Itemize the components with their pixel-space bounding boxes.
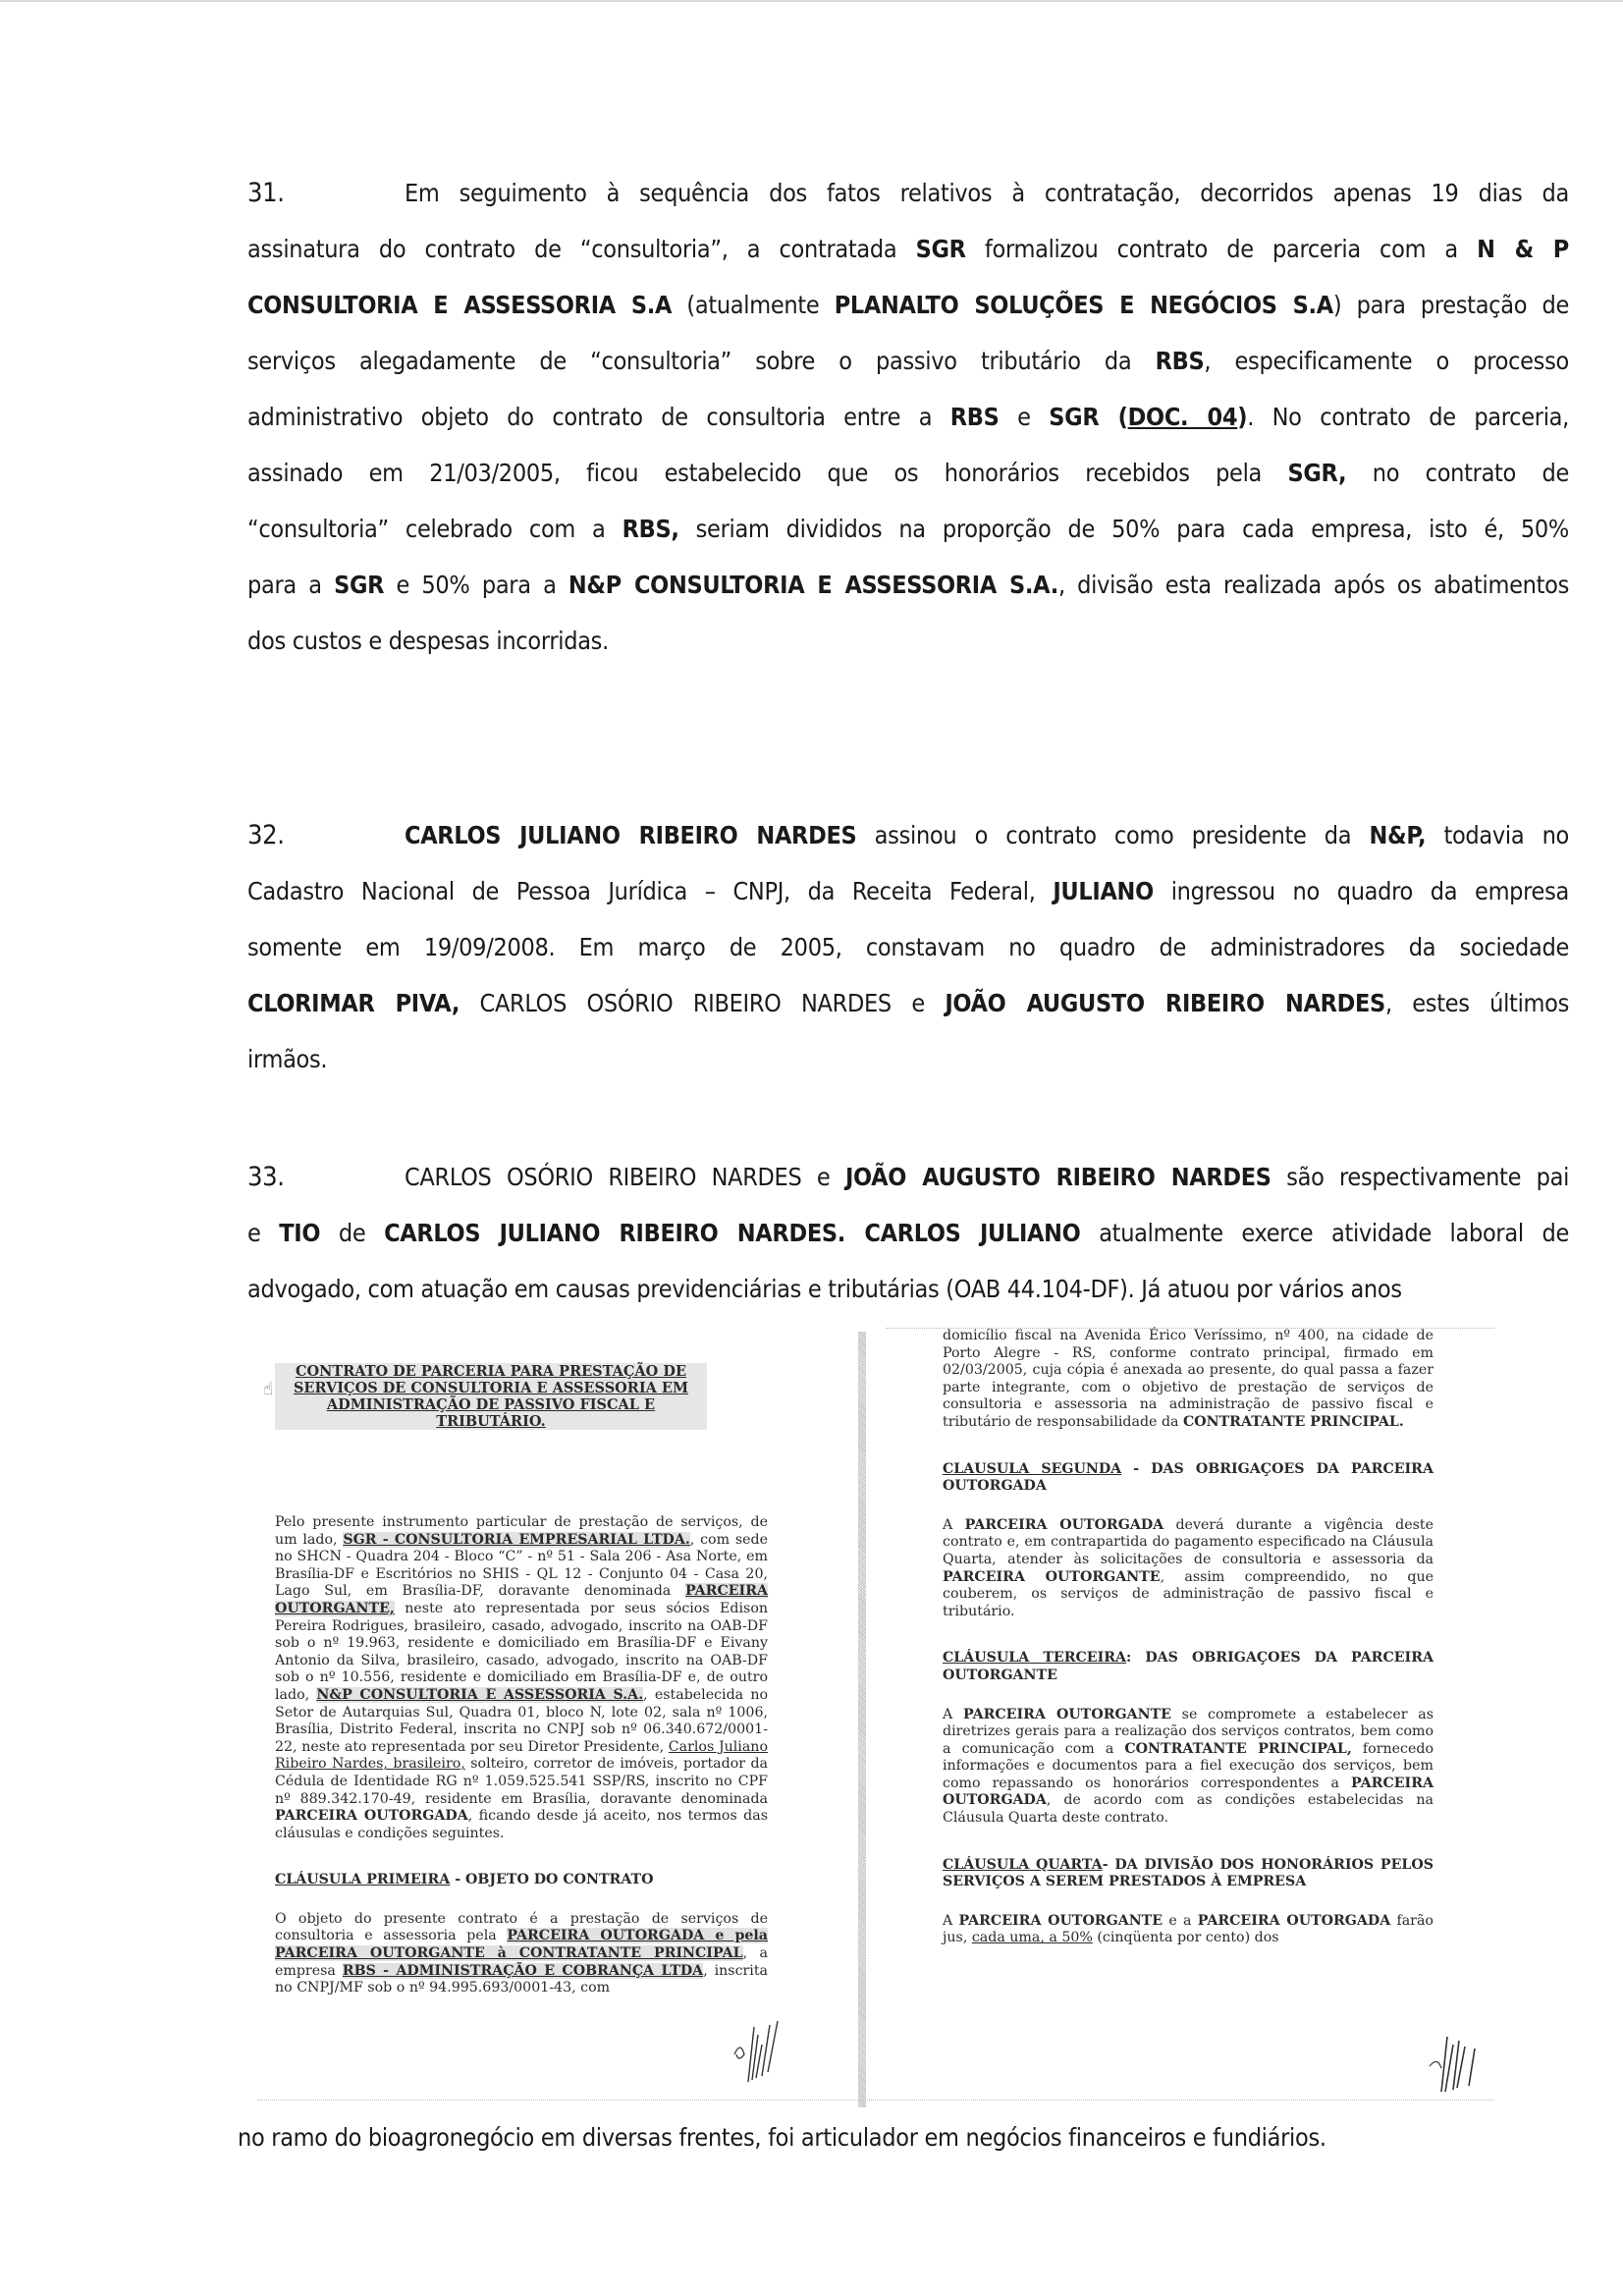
bold-run: TIO	[279, 1219, 321, 1247]
text-run: administrativo objeto do contrato de consultoria entre a	[247, 403, 950, 431]
contract-intro	[275, 1514, 768, 1842]
text-line	[247, 389, 1569, 445]
bold-run: JOÃO AUGUSTO RIBEIRO NARDES	[945, 989, 1385, 1017]
underline-run: Carlos Juliano Ribeiro Nardes, brasileiro,	[275, 1738, 768, 1773]
text-run: , ficando desde já aceito, nos termos das cláusulas e condições seguintes.	[275, 1808, 768, 1841]
text-line	[247, 1031, 1569, 1087]
bold-underline-run: N&P CONSULTORIA E ASSESSORIA S.A.	[316, 1686, 644, 1703]
paragraph-number: 32.	[247, 820, 285, 850]
text-run: , inscrita no CNPJ/MF sob o nº 94.995.693/0001-43, com	[275, 1962, 769, 1996]
text-run: e	[999, 403, 1050, 431]
bold-run: PARCEIRA OUTORGADA	[943, 1775, 1434, 1809]
bold-run: PARCEIRA OUTORGANTE	[962, 1706, 1171, 1722]
bold-run: SGR (	[1049, 403, 1128, 431]
text-run: assinatura do contrato de “consultoria”, a contratada	[247, 235, 916, 263]
paragraph-33-continuation	[238, 2109, 1514, 2165]
scan-border-bottom	[257, 2100, 1494, 2102]
text-run: assinado em 21/03/2005, ficou estabelecido que os honorários recebidos pela	[247, 459, 1288, 487]
bold-run: PARCEIRA OUTORGANTE	[958, 1912, 1163, 1929]
text-run: ) para prestação de	[1332, 291, 1569, 319]
text-run: somente em 19/09/2008. Em março de 2005, constavam no quadro de administradores da sociedade	[247, 933, 1569, 961]
bold-run: PARCEIRA OUTORGANTE	[943, 1568, 1161, 1585]
bold-run: RBS	[1155, 347, 1205, 375]
text-line	[247, 1205, 1569, 1261]
text-run: O objeto do presente contrato é a prestação de serviços de consultoria e assessoria pela	[275, 1910, 768, 1944]
bold-run: N & P	[1477, 235, 1569, 263]
bold-underline-run: PARCEIRA OUTORGADA e pela PARCEIRA OUTORGANTE à CONTRATANTE PRINCIPAL	[275, 1928, 768, 1962]
text-run: solteiro, corretor de imóveis, portador da Cédula de Identidade RG nº 1.059.525.541 SSP/RS, inscrito no CPF nº 889.342.170-49, residente em Brasília, doravante denominada	[275, 1756, 768, 1807]
text-run: assinou o contrato como presidente da	[856, 821, 1370, 849]
underline-run: cada uma, a 50%	[971, 1930, 1093, 1946]
text-line	[247, 1261, 1569, 1317]
text-run: ingressou no quadro da empresa	[1153, 877, 1569, 905]
text-run: Cadastro Nacional de Pessoa Jurídica – CNPJ, da Receita Federal,	[247, 877, 1054, 905]
text-line	[247, 221, 1569, 277]
clause-3-text	[943, 1707, 1434, 1828]
text-run: , assim compreendido, no que couberem, os serviços de administração de passivo fiscal e tributário.	[943, 1568, 1434, 1619]
text-line	[247, 501, 1569, 557]
clause-4-text	[943, 1913, 1434, 1947]
text-line	[247, 333, 1569, 389]
paragraph-number: 31.	[247, 178, 285, 208]
text-run: A	[943, 1516, 965, 1533]
text-run: serviços alegadamente de “consultoria” sobre o passivo tributário da	[247, 347, 1156, 375]
text-run: , divisão esta realizada após os abatimentos	[1057, 571, 1569, 599]
bold-run: CARLOS JULIANO RIBEIRO NARDES	[405, 821, 857, 849]
bold-run: JOÃO AUGUSTO RIBEIRO NARDES	[844, 1163, 1271, 1191]
text-line	[247, 613, 1569, 669]
text-run: são respectivamente pai	[1271, 1163, 1570, 1191]
signature-mark-right	[1426, 2027, 1485, 2096]
hand-stamp-icon: ☝	[263, 1379, 273, 1399]
text-run: fornecedo informações e documentos para a fiel execução dos serviços, bem como repassando os honorários correspondentes a	[943, 1740, 1434, 1791]
bold-run: CONTRATANTE PRINCIPAL,	[1124, 1740, 1352, 1757]
signature-icon	[727, 2015, 785, 2084]
clause-2-text	[943, 1517, 1434, 1621]
clause-3-heading-u: CLÁUSULA TERCEIRA	[943, 1650, 1127, 1667]
text-run: A	[943, 1912, 959, 1929]
clause-1-heading-u: CLÁUSULA PRIMEIRA	[275, 1872, 451, 1888]
clause-2-heading-rest: - DAS OBRIGAÇOES DA PARCEIRA OUTORGADA	[943, 1460, 1434, 1495]
paragraph-number: 33.	[247, 1162, 285, 1192]
bold-underline-run: RBS - ADMINISTRAÇÃO E COBRANÇA LTDA	[342, 1962, 704, 1979]
paragraph-32	[247, 807, 1569, 1087]
bold-run: CLORIMAR PIVA,	[247, 989, 460, 1017]
bold-run: CONTRATANTE PRINCIPAL.	[1183, 1413, 1404, 1430]
clause-4-heading-rest: - DA DIVISÃO DOS HONORÁRIOS PELOS SERVIÇOS A SEREM PRESTADOS À EMPRESA	[943, 1856, 1434, 1890]
text-run: atualmente exerce atividade laboral de	[1080, 1219, 1569, 1247]
clause-1-text	[275, 1911, 768, 1997]
bold-underline-run: SGR - CONSULTORIA EMPRESARIAL LTDA.	[343, 1531, 690, 1548]
scan-top-edge	[0, 0, 1623, 2]
page-fold-divider	[858, 1332, 866, 2107]
text-line	[247, 975, 1569, 1031]
bold-run: )	[1237, 403, 1248, 431]
text-run: Em seguimento à sequência dos fatos relativos à contratação, decorridos apenas 19 dias da	[405, 179, 1569, 207]
clause-4-heading-u: CLÁUSULA QUARTA	[943, 1856, 1103, 1873]
text-run: Pelo presente instrumento particular de prestação de serviços, de um lado,	[275, 1514, 768, 1548]
text-run: , a empresa	[275, 1945, 768, 1979]
text-run: farão jus,	[943, 1912, 1434, 1946]
bold-underline-run: DOC. 04	[1127, 403, 1238, 431]
text-run: , com sede no SHCN - Quadra 204 - Bloco “C” - nº 51 - Sala 206 - Asa Norte, em Brasília-DF e Escritórios no SHIS - QL 12 - Conjunto 04 - Casa 20, Lago Sul, em Brasília-DF, doravante denominada	[275, 1531, 768, 1600]
bold-run: CONSULTORIA E ASSESSORIA S.A	[247, 291, 673, 319]
text-run: CARLOS OSÓRIO RIBEIRO NARDES e	[405, 1163, 845, 1191]
text-run: e a	[1163, 1912, 1198, 1929]
text-run: , estes últimos	[1384, 989, 1570, 1017]
bold-underline-run: PARCEIRA OUTORGANTE,	[275, 1583, 768, 1616]
signature-mark-left	[727, 2015, 785, 2084]
contract-left-column	[275, 1328, 768, 1997]
bold-run: CARLOS JULIANO RIBEIRO NARDES. CARLOS JULIANO	[384, 1219, 1081, 1247]
clause-2-heading-u: CLAUSULA SEGUNDA	[943, 1460, 1122, 1477]
text-run: advogado, com atuação em causas previdenciárias e tributárias (OAB 44.104-DF). Já atuou por vários anos	[247, 1275, 1402, 1303]
bold-run: RBS,	[622, 515, 679, 543]
signature-icon	[1426, 2027, 1485, 2096]
text-run: e	[247, 1219, 280, 1247]
text-line	[247, 277, 1569, 333]
bold-run: SGR,	[1287, 459, 1347, 487]
text-run: dos custos e despesas incorridas.	[247, 627, 609, 655]
embedded-contract-image	[257, 1328, 1494, 2104]
text-run: se compromete a estabelecer as diretrizes gerais para a realização dos serviços contratos, bem como a comunicação com a	[943, 1706, 1434, 1757]
text-run: . No contrato de parceria,	[1247, 403, 1570, 431]
clause-1-heading-rest: - OBJETO DO CONTRATO	[450, 1872, 654, 1888]
text-line	[247, 919, 1569, 975]
bold-run: PARCEIRA OUTORGADA	[964, 1516, 1164, 1533]
continuation-line: no ramo do bioagronegócio em diversas frentes, foi articulador em negócios financeiros e fundiários.	[238, 2123, 1326, 2152]
bold-run: PLANALTO SOLUÇÕES E NEGÓCIOS S.A	[834, 291, 1333, 319]
text-run: e 50% para a	[384, 571, 568, 599]
text-line	[247, 165, 1569, 221]
text-run: de	[320, 1219, 385, 1247]
text-run: irmãos.	[247, 1045, 328, 1073]
text-run: , especificamente o processo	[1204, 347, 1569, 375]
contract-title: CONTRATO DE PARCERIA PARA PRESTAÇÃO DE SERVIÇOS DE CONSULTORIA E ASSESSORIA EM ADMINISTRAÇÃO DE PASSIVO FISCAL E TRIBUTÁRIO.	[275, 1363, 707, 1430]
paragraph-31	[247, 165, 1569, 669]
text-run: domicílio fiscal na Avenida Érico Veríssimo, nº 400, na cidade de Porto Alegre - RS, conforme contrato principal, firmado em 02/03/2005, cuja cópia é anexada ao presente, do qual passa a fazer parte integrante, com o objetivo de prestação de serviços de consultoria e assessoria na administração de passivo fiscal e tributário de responsabilidade da	[943, 1328, 1434, 1430]
contract-intro-continued	[943, 1328, 1434, 1432]
clause-2-heading	[943, 1461, 1434, 1496]
text-run: (cinqüenta por cento) dos	[1092, 1930, 1279, 1946]
clause-4-heading	[943, 1857, 1434, 1891]
contract-right-column	[943, 1328, 1434, 1947]
text-run: no contrato de	[1346, 459, 1570, 487]
text-run: formalizou contrato de parceria com a	[965, 235, 1478, 263]
text-line	[247, 807, 1569, 863]
text-run: CARLOS OSÓRIO RIBEIRO NARDES e	[460, 989, 946, 1017]
text-run: (atualmente	[672, 291, 835, 319]
text-run: A	[943, 1706, 963, 1722]
text-run: “consultoria” celebrado com a	[247, 515, 622, 543]
text-line	[247, 1149, 1569, 1205]
bold-run: N&P,	[1369, 821, 1427, 849]
text-run: , estabelecida no Setor de Autarquias Sul, Quadra 01, bloco N, lote 02, sala nº 1006, Brasília, Distrito Federal, inscrita no CNPJ sob nº 06.340.672/0001-22, neste ato representada por seu Diretor Presidente,	[275, 1686, 769, 1755]
text-run: , de acordo com as condições estabelecidas na Cláusula Quarta deste contrato.	[943, 1792, 1434, 1827]
bold-run: SGR	[915, 235, 966, 263]
bold-run: RBS	[949, 403, 1000, 431]
text-line	[247, 863, 1569, 919]
clause-3-heading-rest: : DAS OBRIGAÇOES DA PARCEIRA OUTORGANTE	[943, 1650, 1434, 1683]
text-run: deverá durante a vigência deste contrato e, em contrapartida do pagamento especificado na Cláusula Quarta, atender às solicitações de consultoria e assessoria da	[943, 1516, 1434, 1567]
text-run: todavia no	[1426, 821, 1569, 849]
text-line	[247, 557, 1569, 613]
clause-3-heading	[943, 1650, 1434, 1684]
bold-run: N&P CONSULTORIA E ASSESSORIA S.A.	[568, 571, 1058, 599]
text-run: para a	[247, 571, 335, 599]
text-line	[247, 445, 1569, 501]
bold-run: PARCEIRA OUTORGADA	[275, 1808, 468, 1825]
bold-run: PARCEIRA OUTORGADA	[1197, 1912, 1391, 1929]
bold-run: SGR	[334, 571, 385, 599]
paragraph-33	[247, 1149, 1569, 1317]
clause-1-heading	[275, 1872, 768, 1889]
text-run: seriam divididos na proporção de 50% para cada empresa, isto é, 50%	[678, 515, 1569, 543]
text-run: neste ato representada por seus sócios Edison Pereira Rodrigues, brasileiro, casado, advogado, inscrito na OAB-DF sob o nº 19.963, residente e domiciliado em Brasília-DF e Eivany Antonio da Silva, brasileiro, casado, advogado, inscrito na OAB-DF sob o nº 10.556, residente e domiciliado em Brasília-DF e, de outro lado,	[275, 1600, 768, 1703]
bold-run: JULIANO	[1053, 877, 1154, 905]
